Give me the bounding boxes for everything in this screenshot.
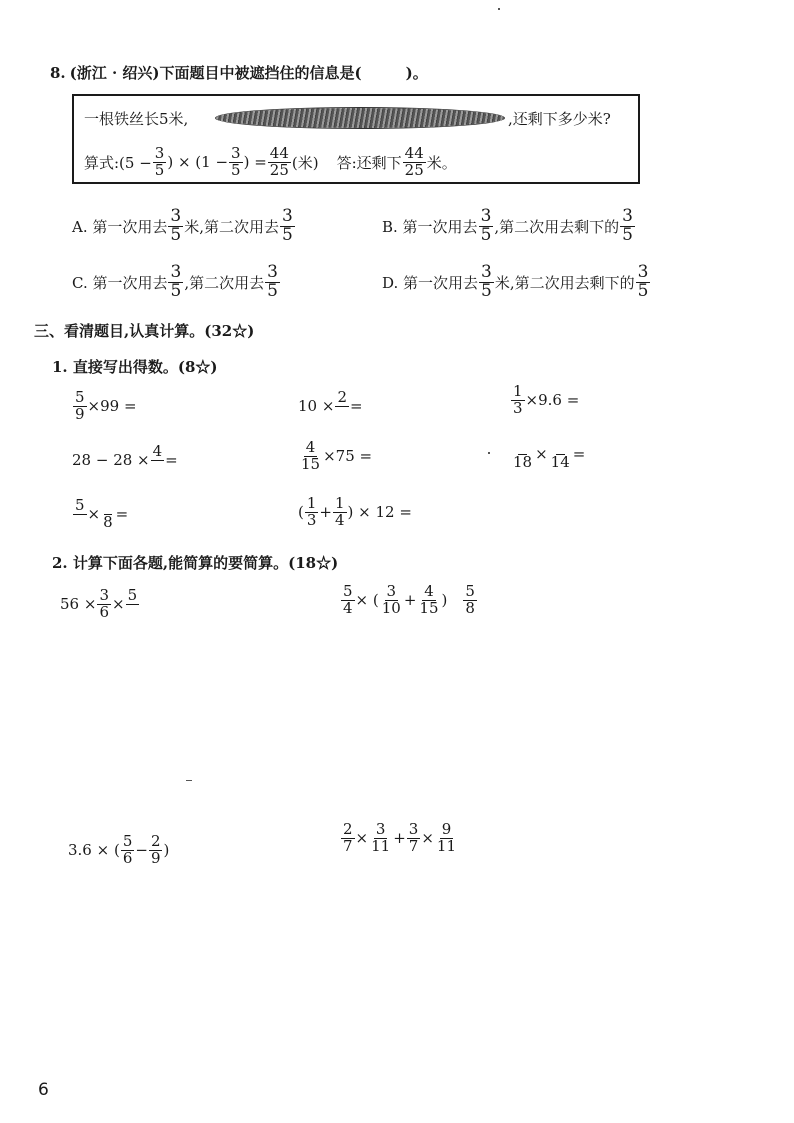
exercise-text: ×99 = (87, 397, 137, 416)
question-source: (浙江 · 绍兴) (69, 64, 160, 82)
fraction: $\frac{3}{11}$ (371, 820, 391, 855)
obscured-region (216, 108, 504, 128)
option-d-label: D. 第一次用去 (382, 273, 479, 292)
fraction: $\frac{3}{7}$ (408, 820, 419, 855)
exercise-text: = (165, 451, 178, 470)
question-close: )。 (405, 64, 428, 82)
exercise-4 (72, 444, 178, 477)
problem-1 (60, 588, 140, 621)
exercise-text: 28 − 28 × (72, 451, 150, 470)
problem-text-end: ,还剩下多少米? (508, 110, 611, 128)
exercise-text: ) × 12 = (347, 503, 412, 522)
exercise-2 (298, 390, 363, 423)
fraction: $\frac{3}{5}$ (622, 206, 633, 245)
exercise-text: 56 × (60, 595, 97, 614)
fraction: $\frac{2}{9}$ (150, 832, 161, 867)
option-c-label: C. 第一次用去 (72, 273, 168, 292)
fraction: $\frac{3}{5}$ (637, 262, 649, 301)
fraction: $\frac{5}{4}$ (343, 582, 353, 617)
fraction: 5 (75, 496, 85, 514)
fraction: $\frac{3}{5}$ (170, 262, 182, 301)
part1-title: 1. 直接写出得数。(8☆) (52, 358, 218, 376)
formula-line (84, 146, 457, 179)
option-a-label: A. 第一次用去 (72, 217, 168, 236)
option-d-mid: 米,第二次用去剩下的 (494, 273, 635, 292)
question-number: 8. (50, 63, 66, 82)
answer-unit: 米。 (426, 153, 457, 172)
question-8-header (50, 62, 428, 83)
option-d[interactable] (382, 264, 651, 301)
exercise-text: = (115, 505, 129, 524)
fraction: $\frac{3}{5}$ (170, 206, 182, 245)
section-title: 三、看清题目,认真计算。(32☆) (34, 322, 255, 340)
fraction: $\frac{3}{5}$ (231, 144, 241, 179)
formula-prefix: 算式:(5 − (84, 153, 152, 172)
fraction: 2 (337, 388, 347, 406)
answer-prefix: 答:还剩下 (336, 153, 402, 172)
option-a-mid: 米,第二次用去 (184, 217, 279, 236)
fraction: $\frac{3}{5}$ (480, 206, 492, 245)
fraction: $\frac{3}{5}$ (281, 206, 293, 245)
exercise-text: = (349, 397, 363, 416)
exercise-text: ( (298, 503, 304, 522)
exercise-text: 10 × (298, 397, 335, 416)
fraction: $\frac{44}{25}$ (269, 144, 289, 179)
scan-speck (488, 452, 490, 454)
fraction: $\frac{9}{11}$ (436, 820, 457, 855)
fraction: $\frac{44}{25}$ (404, 144, 424, 179)
exercise-text: ) (441, 591, 448, 610)
exercise-text: × ( (355, 591, 379, 610)
exercise-3 (510, 384, 579, 417)
exercise-text: + (393, 829, 406, 848)
exercise-text: × (421, 829, 434, 848)
fraction: 5 (127, 586, 138, 604)
exercise-text: × (535, 445, 548, 464)
formula-mid: ) × (1 − (167, 153, 229, 172)
fraction: 14 (549, 438, 572, 471)
fraction: 18 (511, 438, 534, 471)
exercise-6 (510, 438, 585, 471)
fraction: $\frac{3}{10}$ (381, 582, 401, 617)
fraction: $\frac{1}{3}$ (513, 382, 523, 417)
exercise-text: ×9.6 = (525, 391, 580, 410)
exercise-1 (72, 390, 137, 423)
fraction: $\frac{3}{5}$ (154, 144, 165, 179)
fraction: $\frac{4}{15}$ (419, 582, 439, 617)
question-text: 下面题目中被遮挡住的信息是( (159, 64, 362, 82)
fraction: $\frac{4}{15}$ (301, 438, 321, 473)
formula-unit: (米) (291, 153, 319, 172)
problem-text-start: 一根铁丝长5米, (84, 110, 189, 128)
scan-speck (498, 8, 500, 10)
option-b-label: B. 第一次用去 (382, 217, 478, 236)
fraction: $\frac{2}{7}$ (343, 820, 353, 855)
fraction: $\frac{1}{3}$ (306, 494, 317, 529)
part2-title: 2. 计算下面各题,能简算的要简算。(18☆) (52, 554, 339, 572)
fraction: $\frac{5}{6}$ (122, 832, 133, 867)
exercise-8 (298, 496, 412, 529)
exercise-text: × (111, 595, 125, 614)
fraction: $\frac{5}{8}$ (465, 582, 475, 617)
option-b-mid: ,第二次用去剩下的 (494, 217, 620, 236)
exercise-text: + (403, 591, 417, 610)
exercise-text: ) (163, 841, 170, 860)
fraction: 4 (152, 442, 163, 460)
option-c-mid: ,第二次用去 (184, 273, 265, 292)
exercise-text: ×75 = (323, 447, 373, 466)
page-number: 6 (38, 1080, 49, 1100)
option-c[interactable] (72, 264, 281, 301)
fraction: 8 (101, 498, 115, 531)
fraction: $\frac{5}{9}$ (75, 388, 85, 423)
exercise-text: − (135, 841, 148, 860)
fraction: $\frac{3}{6}$ (99, 586, 109, 621)
exercise-text: + (319, 503, 332, 522)
fraction: $\frac{3}{5}$ (481, 262, 492, 301)
exercise-text: 3.6 × ( (68, 841, 120, 860)
exercise-text: × (355, 829, 369, 848)
exercise-text: × (87, 505, 101, 524)
fraction: $\frac{1}{4}$ (334, 494, 345, 529)
problem-2 (340, 584, 478, 617)
option-b[interactable] (382, 208, 636, 245)
formula-eq: ) = (243, 153, 267, 172)
exercise-5 (298, 440, 372, 473)
scan-speck (186, 780, 192, 781)
exercise-text: = (572, 445, 586, 464)
problem-4 (340, 822, 459, 855)
problem-3 (68, 834, 169, 867)
fraction: $\frac{3}{5}$ (267, 262, 278, 301)
option-a[interactable] (72, 208, 296, 245)
exercise-7 (72, 498, 128, 531)
